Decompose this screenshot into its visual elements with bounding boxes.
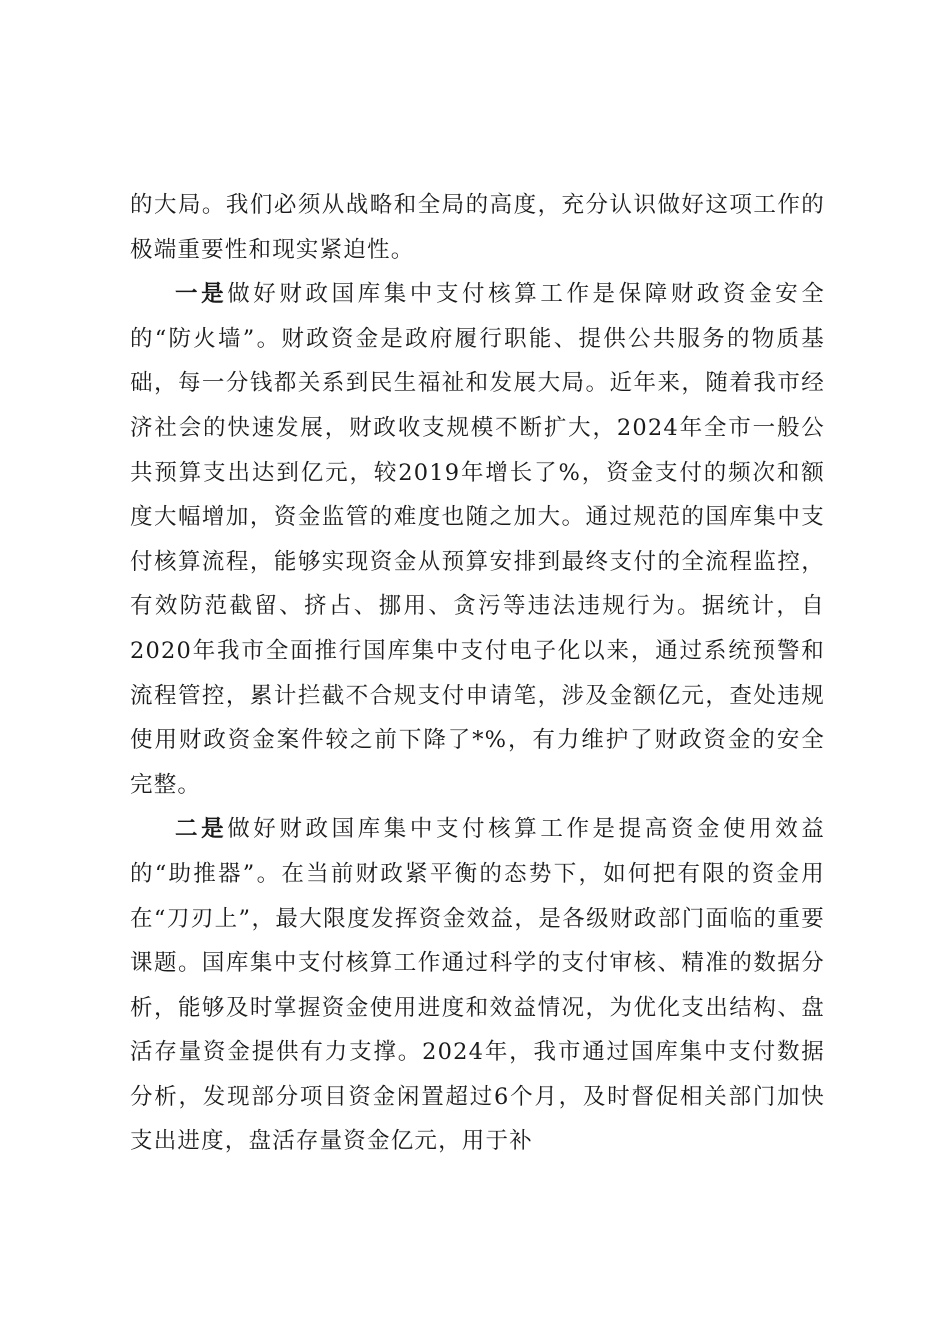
- paragraph-text: 的大局。我们必须从战略和全局的高度，充分认识做好这项工作的极端重要性和现实紧迫性。: [130, 192, 825, 263]
- paragraph-point-one: [130, 272, 825, 807]
- document-body: [130, 183, 825, 1164]
- paragraph-lead: 二是: [175, 816, 228, 843]
- paragraph-lead: 一是: [175, 281, 228, 308]
- paragraph-text: 做好财政国库集中支付核算工作是提高资金使用效益的“助推器”。在当前财政紧平衡的态势下，如何把有限的资金用在“刀刃上”，最大限度发挥资金效益，是各级财政部门面临的重要课题。国库集中支付核算工作通过科学的支付审核、精准的数据分析，能够及时掌握资金使用进度和效益情况，为优化支出结构、盘活存量资金提供有力支撑。2024年，我市通过国库集中支付数据分析，发现部分项目资金闲置超过6个月，及时督促相关部门加快支出进度，盘活存量资金亿元，用于补: [130, 816, 825, 1155]
- paragraph-text: 做好财政国库集中支付核算工作是保障财政资金安全的“防火墙”。财政资金是政府履行职能、提供公共服务的物质基础，每一分钱都关系到民生福祉和发展大局。近年来，随着我市经济社会的快速发展，财政收支规模不断扩大，2024年全市一般公共预算支出达到亿元，较2019年增长了%，资金支付的频次和额度大幅增加，资金监管的难度也随之加大。通过规范的国库集中支付核算流程，能够实现资金从预算安排到最终支付的全流程监控，有效防范截留、挤占、挪用、贪污等违法违规行为。据统计，自2020年我市全面推行国库集中支付电子化以来，通过系统预警和流程管控，累计拦截不合规支付申请笔，涉及金额亿元，查处违规使用财政资金案件较之前下降了*%，有力维护了财政资金的安全完整。: [130, 281, 825, 798]
- paragraph-point-two: [130, 807, 825, 1164]
- paragraph-continuation: [130, 183, 825, 272]
